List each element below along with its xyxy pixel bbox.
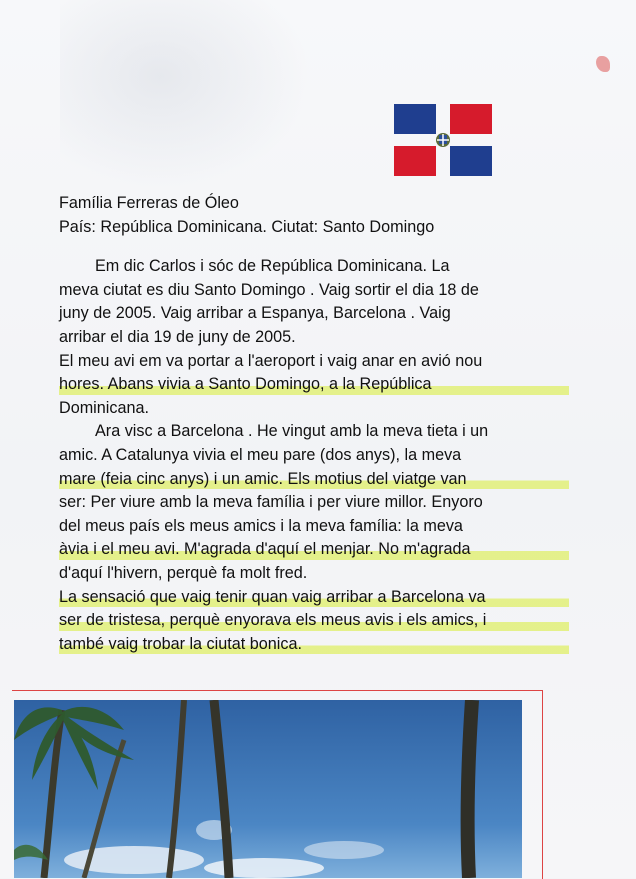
country-city-line: País: República Dominicana. Ciutat: Santo Domingo	[59, 217, 435, 236]
paragraph-3-line-2: amic. A Catalunya vivia el meu pare (dos anys), la meva	[59, 445, 462, 464]
paragraph-3-line-6: àvia i el meu avi. M'agrada d'aquí el menjar. No m'agrada	[59, 538, 569, 562]
paragraph-2-line-3: Dominicana.	[59, 398, 149, 417]
paragraph-2-line-2: hores. Abans vivia a Santo Domingo, a la República	[59, 373, 569, 397]
paragraph-3-line-7: d'aquí l'hivern, perquè fa molt fred.	[59, 563, 308, 582]
paragraph-1-line-2: meva ciutat es diu Santo Domingo . Vaig sortir el dia 18 de	[59, 280, 479, 299]
palm-trees-icon	[14, 700, 522, 878]
paragraph-3-line-1: Ara visc a Barcelona . He vingut amb la meva tieta i un	[95, 422, 489, 441]
paragraph-1-line-3: juny de 2005. Vaig arribar a Espanya, Barcelona . Vaig	[59, 304, 451, 323]
paragraph-2-line-1: El meu avi em va portar a l'aeroport i vaig anar en avió nou	[59, 351, 483, 370]
red-ink-mark	[596, 56, 610, 72]
paragraph-1-line-1: Em dic Carlos i sóc de República Dominicana. La	[95, 257, 450, 276]
paragraph-3-line-3: mare (feia cinc anys) i un amic. Els motius del viatge van	[59, 468, 569, 492]
paragraph-1-line-4: arribar el dia 19 de juny de 2005.	[59, 327, 296, 346]
dominican-flag-icon	[394, 104, 492, 176]
paragraph-4-line-2: ser de tristesa, perquè enyorava els meus avis i els amics, i	[59, 609, 569, 633]
letter-text	[59, 192, 569, 656]
paragraph-3-line-4: ser: Per viure amb la meva família i per viure millor. Enyoro	[59, 493, 483, 512]
paragraph-3-line-5: del meus país els meus amics i la meva família: la meva	[59, 516, 463, 535]
beach-palm-trees-photo	[14, 700, 522, 878]
paragraph-4-line-3: també vaig trobar la ciutat bonica.	[59, 633, 569, 657]
family-name: Família Ferreras de Óleo	[59, 194, 239, 212]
paragraph-4-line-1: La sensació que vaig tenir quan vaig arribar a Barcelona va	[59, 586, 569, 610]
scan-bleed-through	[60, 0, 310, 190]
